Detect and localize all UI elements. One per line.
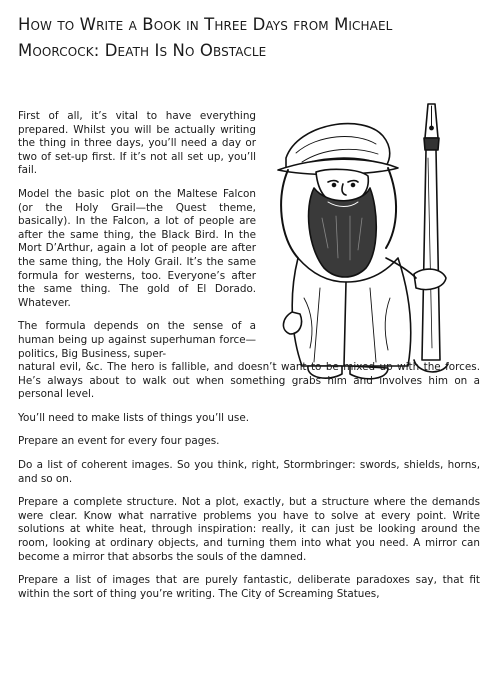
article-body [18, 110, 480, 611]
paragraph-formula-continued: natural evil, &c. The hero is fallible, and doesn’t want to be mixed up with the forces. He’s always about to walk out when something grabs him and involves him on a personal level. [18, 361, 480, 401]
paragraph-plot-model: Model the basic plot on the Maltese Falcon (or the Holy Grail—the Quest theme, basically). In the Falcon, a lot of people are after the same thing, the Black Bird. In the Mort D’Arthur, again a lot of people are after the same thing, the Holy Grail. It’s the same formula for westerns, too. Everyone’s after the same thing. The gold of El Dorado. Whatever. [18, 187, 256, 309]
paragraph-lists: You’ll need to make lists of things you’ll use. [18, 411, 250, 424]
page-title [18, 12, 480, 64]
paragraph-images: Do a list of coherent images. So you think, right, Stormbringer: swords, shields, horns, and so on. [18, 459, 480, 485]
paragraph-formula-start: The formula depends on the sense of a human being up against superhuman force—politics, Big Business, super- [18, 320, 256, 360]
paragraph-fantastic-images: Prepare a list of images that are purely fantastic, deliberate paradoxes say, that fit within the sort of thing you’re writing. The City of Screaming Statues, [18, 574, 480, 600]
title-line-1: How to Write a Book in Three Days from Michael [18, 15, 393, 34]
paragraph-preparation: First of all, it’s vital to have everything prepared. Whilst you will be actually writing the thing in three days, you’ll need a day or two of set-up first. If it’s not all set up, you’ll fail. [18, 110, 256, 177]
paragraph-structure: Prepare a complete structure. Not a plot, exactly, but a structure where the demands were clear. Know what narrative problems you have to solve at every point. Write solutions at white heat, through inspiration: really, it can just be looking around the room, looking at ordinary objects, and turning them into what you need. A mirror can become a mirror that absorbs the souls of the damned. [18, 496, 480, 563]
paragraph-events: Prepare an event for every four pages. [18, 435, 220, 448]
title-line-2: Moorcock: Death Is No Obstacle [18, 41, 267, 60]
